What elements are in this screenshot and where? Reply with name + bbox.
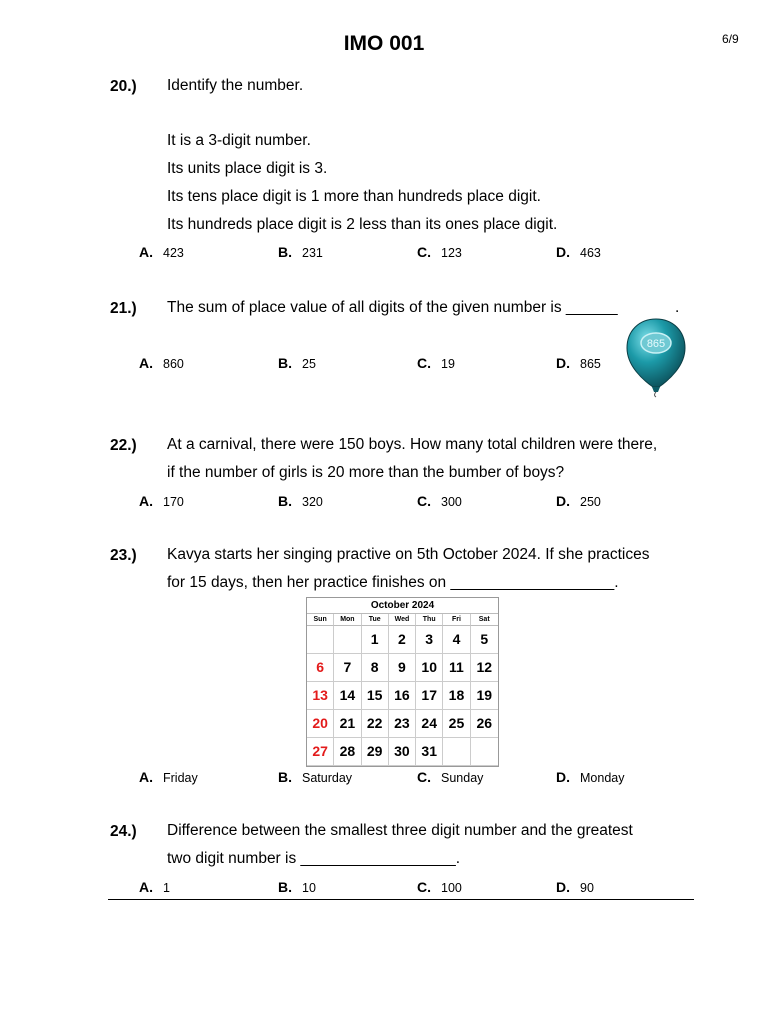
question-24-line-2: two digit number is __________________. — [167, 850, 461, 867]
option-value: 320 — [302, 495, 323, 509]
option-letter: D. — [556, 769, 570, 785]
option-letter: B. — [278, 769, 292, 785]
calendar-october-2024 — [306, 597, 499, 767]
question-20-line-1: Identify the number. — [167, 77, 304, 94]
question-24-option-a[interactable] — [139, 879, 170, 895]
calendar-date-cell: 15 — [362, 682, 389, 710]
calendar-date-cell — [334, 626, 361, 654]
calendar-date-cell: 8 — [362, 654, 389, 682]
calendar-date-cell: 12 — [471, 654, 498, 682]
question-24-option-b[interactable] — [278, 879, 316, 895]
calendar-date-cell: 20 — [307, 710, 334, 738]
balloon-string — [655, 392, 657, 397]
question-20-line-3: Its units place digit is 3. — [167, 160, 328, 177]
question-21-option-c[interactable] — [417, 355, 455, 371]
question-24-line-1: Difference between the smallest three digit number and the greatest — [167, 822, 633, 839]
calendar-date-cell: 31 — [416, 738, 443, 766]
calendar-date-cell: 5 — [471, 626, 498, 654]
option-letter: C. — [417, 493, 431, 509]
question-23-option-b[interactable] — [278, 769, 352, 785]
question-23-option-a[interactable] — [139, 769, 198, 785]
calendar-date-cell: 11 — [443, 654, 470, 682]
option-value: 25 — [302, 357, 316, 371]
option-letter: B. — [278, 244, 292, 260]
option-letter: C. — [417, 879, 431, 895]
question-22-number: 22.) — [110, 437, 137, 454]
calendar-day-header: Fri — [443, 614, 470, 626]
option-value: 463 — [580, 246, 601, 260]
option-value: Saturday — [302, 771, 353, 785]
question-24-option-d[interactable] — [556, 879, 594, 895]
question-22-option-c[interactable] — [417, 493, 462, 509]
question-22-option-d[interactable] — [556, 493, 601, 509]
calendar-day-header: Tue — [362, 614, 389, 626]
option-value: 123 — [441, 246, 462, 260]
question-21-period: . — [675, 299, 680, 316]
calendar-date-cell: 28 — [334, 738, 361, 766]
question-21-option-d[interactable] — [556, 355, 601, 371]
question-22-line-2: if the number of girls is 20 more than the bumber of boys? — [167, 464, 565, 481]
question-21-line-1: The sum of place value of all digits of the given number is ______ — [167, 299, 618, 316]
balloon-number: 865 — [646, 338, 666, 350]
calendar-date-cell: 10 — [416, 654, 443, 682]
question-20-number: 20.) — [110, 78, 137, 95]
question-23-line-2: for 15 days, then her practice finishes on ___________________. — [167, 574, 619, 591]
calendar-date-cell: 3 — [416, 626, 443, 654]
option-value: 100 — [441, 881, 462, 895]
option-letter: D. — [556, 879, 570, 895]
question-21-option-b[interactable] — [278, 355, 316, 371]
option-letter: A. — [139, 493, 153, 509]
option-letter: D. — [556, 244, 570, 260]
calendar-day-header: Mon — [334, 614, 361, 626]
question-20-line-4: Its tens place digit is 1 more than hundreds place digit. — [167, 188, 541, 205]
calendar-date-cell: 9 — [389, 654, 416, 682]
calendar-date-cell: 18 — [443, 682, 470, 710]
calendar-date-cell: 21 — [334, 710, 361, 738]
option-value: Sunday — [441, 771, 484, 785]
option-value: Friday — [163, 771, 198, 785]
option-letter: C. — [417, 769, 431, 785]
calendar-day-header: Sun — [307, 614, 334, 626]
option-letter: A. — [139, 355, 153, 371]
bottom-divider — [108, 899, 694, 900]
calendar-date-cell: 30 — [389, 738, 416, 766]
question-20-line-2: It is a 3-digit number. — [167, 132, 311, 149]
calendar-date-cell: 27 — [307, 738, 334, 766]
calendar-date-cell: 7 — [334, 654, 361, 682]
balloon-image — [623, 316, 689, 398]
calendar-date-cell: 16 — [389, 682, 416, 710]
calendar-date-cell: 22 — [362, 710, 389, 738]
option-value: 865 — [580, 357, 601, 371]
option-value: Monday — [580, 771, 625, 785]
option-value: 170 — [163, 495, 184, 509]
option-value: 10 — [302, 881, 316, 895]
option-letter: D. — [556, 493, 570, 509]
calendar-date-cell: 4 — [443, 626, 470, 654]
calendar-day-header: Sat — [471, 614, 498, 626]
calendar-title: October 2024 — [307, 598, 498, 614]
option-letter: C. — [417, 244, 431, 260]
question-23-option-c[interactable] — [417, 769, 483, 785]
option-letter: A. — [139, 769, 153, 785]
option-letter: B. — [278, 355, 292, 371]
question-21-option-a[interactable] — [139, 355, 184, 371]
calendar-date-cell: 13 — [307, 682, 334, 710]
calendar-date-cell — [471, 738, 498, 766]
calendar-day-header: Thu — [416, 614, 443, 626]
option-value: 250 — [580, 495, 601, 509]
question-23-option-d[interactable] — [556, 769, 624, 785]
option-value: 300 — [441, 495, 462, 509]
question-20-option-a[interactable] — [139, 244, 184, 260]
calendar-date-cell: 26 — [471, 710, 498, 738]
question-24-number: 24.) — [110, 823, 137, 840]
page-title: IMO 001 — [343, 32, 425, 55]
calendar-date-cell: 2 — [389, 626, 416, 654]
question-20-line-5: Its hundreds place digit is 2 less than its ones place digit. — [167, 216, 558, 233]
balloon-knot — [652, 387, 660, 392]
question-20-option-b[interactable] — [278, 244, 323, 260]
calendar-date-cell: 6 — [307, 654, 334, 682]
option-value: 1 — [163, 881, 170, 895]
option-letter: D. — [556, 355, 570, 371]
calendar-date-cell: 25 — [443, 710, 470, 738]
calendar-date-cell — [443, 738, 470, 766]
option-value: 90 — [580, 881, 594, 895]
calendar-date-cell: 17 — [416, 682, 443, 710]
calendar-date-cell: 1 — [362, 626, 389, 654]
question-22-option-a[interactable] — [139, 493, 184, 509]
question-20-option-d[interactable] — [556, 244, 601, 260]
page-number: 6/9 — [722, 32, 739, 46]
question-24-option-c[interactable] — [417, 879, 462, 895]
question-22-option-b[interactable] — [278, 493, 323, 509]
option-letter: B. — [278, 493, 292, 509]
question-23-line-1: Kavya starts her singing practive on 5th October 2024. If she practices — [167, 546, 650, 563]
calendar-date-cell: 29 — [362, 738, 389, 766]
calendar-date-cell — [307, 626, 334, 654]
calendar-date-cell: 24 — [416, 710, 443, 738]
calendar-date-cell: 23 — [389, 710, 416, 738]
calendar-date-cell: 14 — [334, 682, 361, 710]
option-value: 860 — [163, 357, 184, 371]
calendar-grid — [307, 614, 498, 766]
option-value: 231 — [302, 246, 323, 260]
option-value: 19 — [441, 357, 455, 371]
option-letter: C. — [417, 355, 431, 371]
question-22-line-1: At a carnival, there were 150 boys. How many total children were there, — [167, 436, 658, 453]
option-letter: A. — [139, 244, 153, 260]
question-23-number: 23.) — [110, 547, 137, 564]
question-21-number: 21.) — [110, 300, 137, 317]
option-letter: A. — [139, 879, 153, 895]
option-value: 423 — [163, 246, 184, 260]
calendar-day-header: Wed — [389, 614, 416, 626]
option-letter: B. — [278, 879, 292, 895]
question-20-option-c[interactable] — [417, 244, 462, 260]
calendar-date-cell: 19 — [471, 682, 498, 710]
